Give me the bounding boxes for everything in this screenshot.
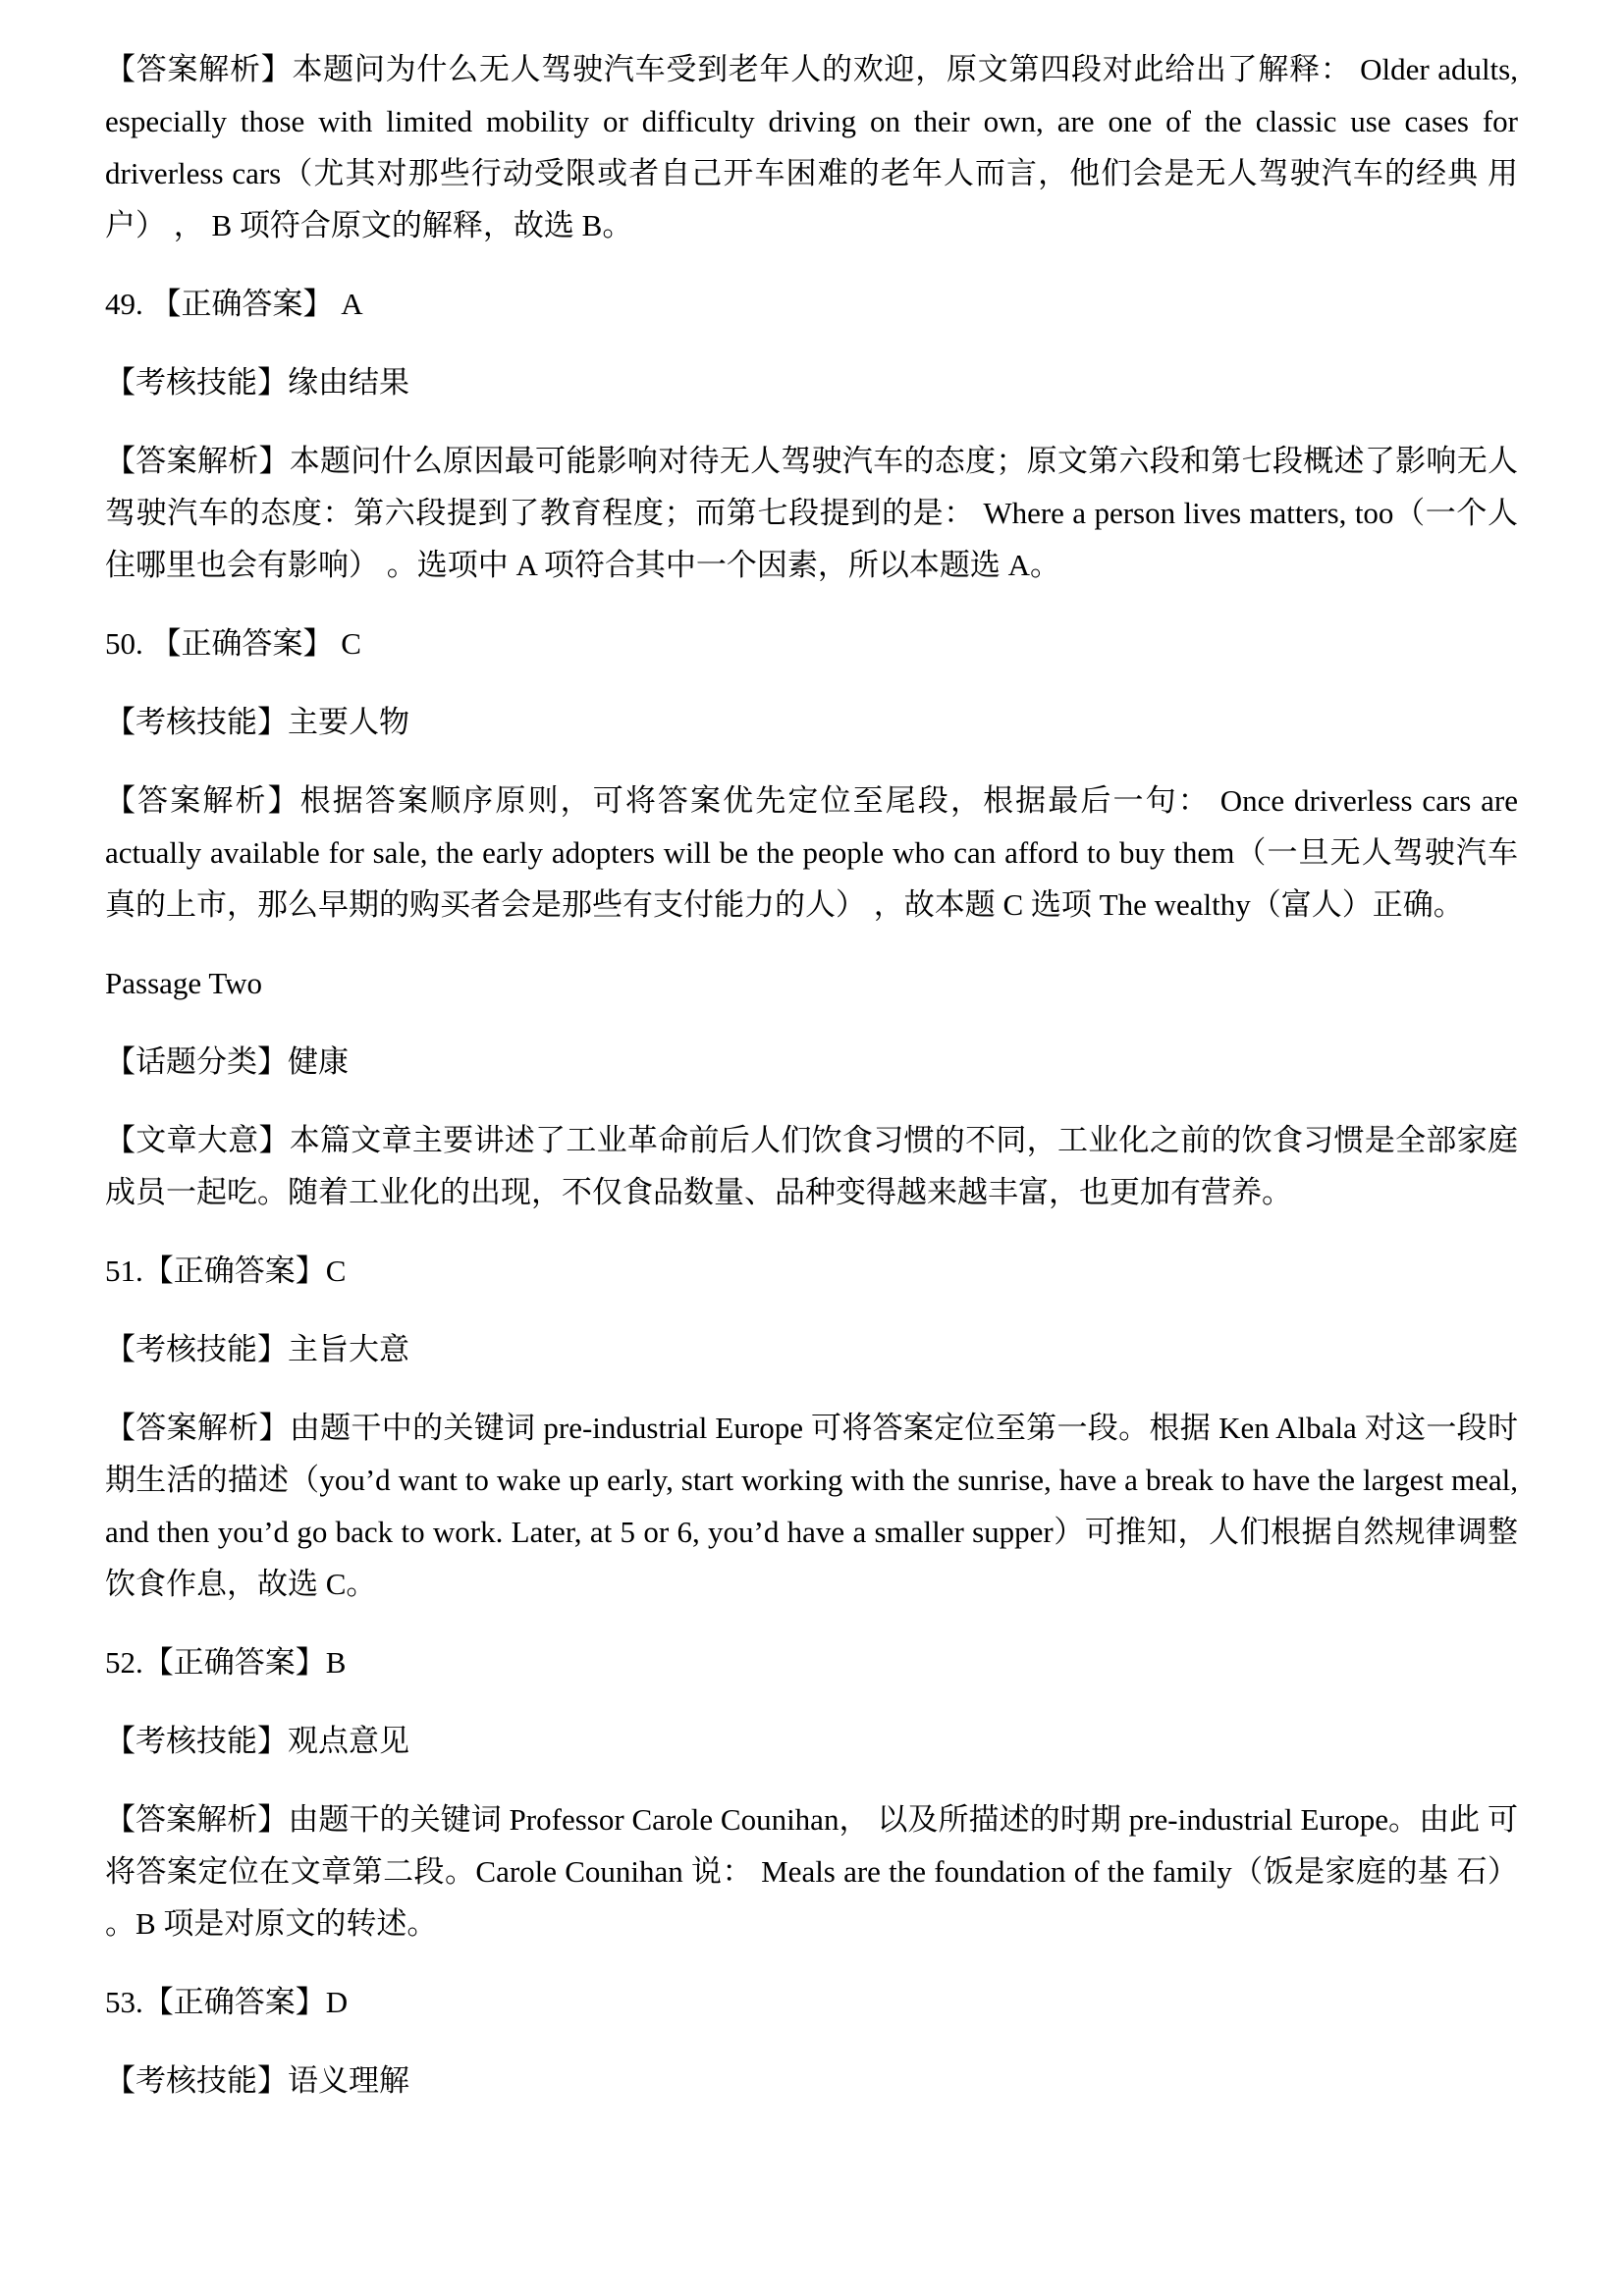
- heading-passage-two: Passage Two: [105, 966, 262, 1000]
- paragraph-q50-skill: 【考核技能】主要人物: [105, 705, 409, 739]
- heading-q51-correct-answer: 51.【正确答案】C: [105, 1254, 347, 1288]
- paragraph-q49-skill: 【考核技能】缘由结果: [105, 365, 409, 400]
- paragraph-q50-answer-analysis: 【答案解析】根据答案顺序原则，可将答案优先定位至尾段，根据最后一句： Once driverless cars are actually available for sale, the early adopters will be the people who can afford to buy them（一旦无人驾驶汽车真的上市，那么早期的购买者会是那些有支付能力的人） ，故本题 C 选项 The wealthy（富人）正确。: [105, 783, 1518, 922]
- paragraph-q52-skill: 【考核技能】观点意见: [105, 1724, 409, 1758]
- paragraph-q48-answer-analysis: 【答案解析】本题问为什么无人驾驶汽车受到老年人的欢迎，原文第四段对此给出了解释： Older adults, especially those with limited mobility or difficulty driving on their own, are one of the classic use cases for driverless cars（尤其对那些行动受限或者自己开车困难的老年人而言，他们会是无人驾驶汽车的经典 用户） ， B 项符合原文的解释，故选 B。: [105, 52, 1518, 242]
- paragraph-q52-answer-analysis: 【答案解析】由题干的关键词 Professor Carole Counihan， 以及所描述的时期 pre-industrial Europe。由此 可将答案定位在文章第二段。Carole Counihan 说： Meals are the foundation of the family（饭是家庭的基 石） 。B 项是对原文的转述。: [105, 1802, 1518, 1941]
- paragraph-q51-answer-analysis: 【答案解析】由题干中的关键词 pre-industrial Europe 可将答案定位至第一段。根据 Ken Albala 对这一段时期生活的描述（you’d want to wake up early, start working with the sunrise, have a break to have the largest meal, and then you’d go back to work. Later, at 5 or 6, you’d have a smaller supper）可推知，人们根据自然规律调整饮食作息，故选 C。: [105, 1411, 1518, 1601]
- paragraph-q49-answer-analysis: 【答案解析】本题问什么原因最可能影响对待无人驾驶汽车的态度；原文第六段和第七段概述了影响无人驾驶汽车的态度：第六段提到了教育程度；而第七段提到的是： Where a person lives matters, too（一个人住哪里也会有影响） 。选项中 A 项符合其中一个因素，所以本题选 A。: [105, 444, 1518, 582]
- paragraph-q51-skill: 【考核技能】主旨大意: [105, 1332, 409, 1366]
- heading-q52-correct-answer: 52.【正确答案】B: [105, 1645, 347, 1680]
- heading-q49-correct-answer: 49. 【正确答案】 A: [105, 287, 363, 321]
- heading-q53-correct-answer: 53.【正确答案】D: [105, 1985, 349, 2019]
- paragraph-topic-category: 【话题分类】健康: [105, 1044, 349, 1079]
- paragraph-passage-summary: 【文章大意】本篇文章主要讲述了工业革命前后人们饮食习惯的不同，工业化之前的饮食习惯是全部家庭成员一起吃。随着工业化的出现，不仅食品数量、品种变得越来越丰富，也更加有营养。: [105, 1123, 1518, 1209]
- heading-q50-correct-answer: 50. 【正确答案】 C: [105, 626, 361, 661]
- paragraph-q53-skill: 【考核技能】语义理解: [105, 2063, 409, 2098]
